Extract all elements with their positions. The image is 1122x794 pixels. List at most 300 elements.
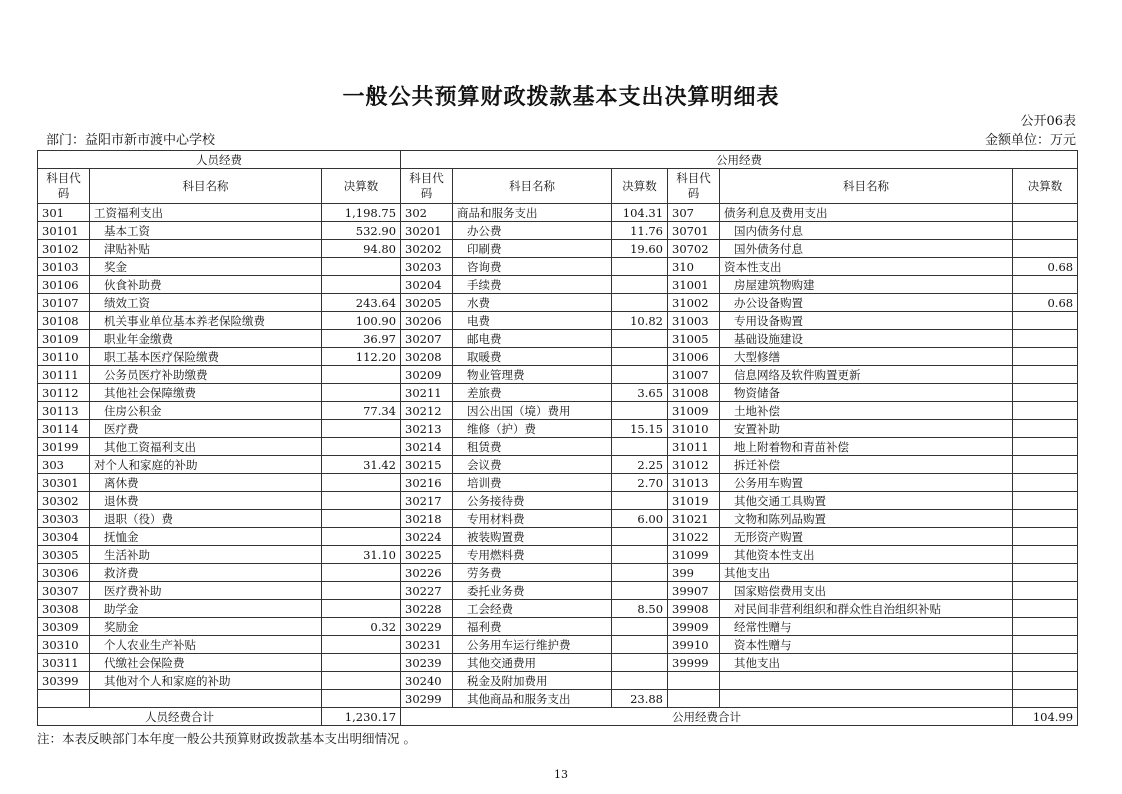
table-row [38,564,1078,582]
amount-cell [612,546,668,564]
personnel-total-label: 人员经费合计 [38,708,322,726]
personnel-total-value: 1,230.17 [322,708,401,726]
name-cell: 其他工资福利支出 [90,438,322,456]
name-cell: 国内债务付息 [720,222,1013,240]
name-cell: 津贴补贴 [90,240,322,258]
code-cell: 30211 [401,384,453,402]
code-cell: 30228 [401,600,453,618]
code-cell: 30112 [38,384,90,402]
group-personnel: 人员经费 [38,151,401,169]
group-public: 公用经费 [401,151,1078,169]
name-cell: 资本性赠与 [720,636,1013,654]
amount-cell: 112.20 [322,348,401,366]
amount-cell: 2.25 [612,456,668,474]
name-cell: 生活补助 [90,546,322,564]
name-cell: 地上附着物和青苗补偿 [720,438,1013,456]
name-cell: 手续费 [453,276,612,294]
table-row [38,222,1078,240]
name-cell: 退休费 [90,492,322,510]
amount-cell [1013,312,1078,330]
table-row [38,402,1078,420]
amount-cell [612,348,668,366]
amount-cell [322,654,401,672]
department-label: 部门：益阳市新市渡中心学校 [46,133,216,148]
code-cell: 39999 [668,654,720,672]
amount-cell [612,528,668,546]
code-cell: 30206 [401,312,453,330]
table-row [38,474,1078,492]
code-cell: 30701 [668,222,720,240]
name-cell: 商品和服务支出 [453,204,612,222]
col-name: 科目名称 [720,169,1013,204]
name-cell: 房屋建筑物购建 [720,276,1013,294]
amount-cell [612,294,668,312]
code-cell: 30201 [401,222,453,240]
amount-cell [1013,402,1078,420]
name-cell: 办公费 [453,222,612,240]
name-cell: 其他支出 [720,654,1013,672]
amount-cell: 104.31 [612,204,668,222]
name-cell: 安置补助 [720,420,1013,438]
code-cell: 31099 [668,546,720,564]
amount-cell [612,258,668,276]
name-cell: 维修（护）费 [453,420,612,438]
code-cell: 30231 [401,636,453,654]
code-cell: 30215 [401,456,453,474]
amount-cell [1013,690,1078,708]
amount-cell [322,438,401,456]
name-cell: 物资储备 [720,384,1013,402]
code-cell: 30114 [38,420,90,438]
code-cell: 30109 [38,330,90,348]
table-row [38,528,1078,546]
code-cell: 307 [668,204,720,222]
name-cell: 物业管理费 [453,366,612,384]
amount-cell [612,672,668,690]
code-cell: 30208 [401,348,453,366]
code-cell: 30212 [401,402,453,420]
amount-cell [612,492,668,510]
code-cell: 39910 [668,636,720,654]
name-cell: 信息网络及软件购置更新 [720,366,1013,384]
code-cell: 31021 [668,510,720,528]
name-cell: 医疗费补助 [90,582,322,600]
col-code: 科目代码 [38,169,90,204]
code-cell: 39909 [668,618,720,636]
amount-cell [1013,240,1078,258]
amount-cell: 1,198.75 [322,204,401,222]
amount-cell [1013,330,1078,348]
name-cell: 邮电费 [453,330,612,348]
code-cell: 31019 [668,492,720,510]
table-row [38,546,1078,564]
name-cell: 对民间非营利组织和群众性自治组织补贴 [720,600,1013,618]
name-cell: 其他支出 [720,564,1013,582]
name-cell: 公务员医疗补助缴费 [90,366,322,384]
name-cell: 被装购置费 [453,528,612,546]
code-cell: 399 [668,564,720,582]
amount-cell: 6.00 [612,510,668,528]
group-header-row [38,151,1078,169]
amount-cell [322,510,401,528]
amount-cell [1013,222,1078,240]
table-row [38,672,1078,690]
name-cell: 委托业务费 [453,582,612,600]
amount-cell [322,564,401,582]
code-cell: 31001 [668,276,720,294]
amount-cell: 10.82 [612,312,668,330]
name-cell: 税金及附加费用 [453,672,612,690]
amount-cell: 94.80 [322,240,401,258]
name-cell: 基础设施建设 [720,330,1013,348]
amount-cell [1013,384,1078,402]
amount-cell [612,330,668,348]
name-cell: 国外债务付息 [720,240,1013,258]
amount-cell: 31.42 [322,456,401,474]
table-row [38,240,1078,258]
col-amount: 决算数 [612,169,668,204]
table-row [38,636,1078,654]
code-cell: 31013 [668,474,720,492]
amount-cell [1013,654,1078,672]
name-cell: 大型修缮 [720,348,1013,366]
code-cell: 30239 [401,654,453,672]
table-row [38,384,1078,402]
code-cell: 30301 [38,474,90,492]
name-cell: 经常性赠与 [720,618,1013,636]
name-cell: 拆迁补偿 [720,456,1013,474]
amount-cell [612,438,668,456]
amount-cell: 11.76 [612,222,668,240]
name-cell: 机关事业单位基本养老保险缴费 [90,312,322,330]
page-title: 一般公共预算财政拨款基本支出决算明细表 [342,84,780,110]
amount-cell: 8.50 [612,600,668,618]
code-cell: 30217 [401,492,453,510]
name-cell: 职工基本医疗保险缴费 [90,348,322,366]
code-cell: 30310 [38,636,90,654]
name-cell: 基本工资 [90,222,322,240]
code-cell: 30111 [38,366,90,384]
name-cell: 其他对个人和家庭的补助 [90,672,322,690]
code-cell: 310 [668,258,720,276]
amount-cell [322,492,401,510]
code-cell [38,690,90,708]
table-row [38,492,1078,510]
name-cell: 取暖费 [453,348,612,366]
col-amount: 决算数 [1013,169,1078,204]
code-cell: 30227 [401,582,453,600]
code-cell: 31007 [668,366,720,384]
amount-cell [612,564,668,582]
name-cell: 职业年金缴费 [90,330,322,348]
amount-cell: 0.68 [1013,258,1078,276]
name-cell: 医疗费 [90,420,322,438]
name-cell [90,690,322,708]
amount-cell [322,420,401,438]
amount-cell [1013,618,1078,636]
form-number: 公开06表 [1020,114,1076,129]
public-total-value: 104.99 [1013,708,1078,726]
name-cell: 伙食补助费 [90,276,322,294]
name-cell: 咨询费 [453,258,612,276]
code-cell: 30106 [38,276,90,294]
amount-cell [1013,456,1078,474]
code-cell: 30399 [38,672,90,690]
public-total-label: 公用经费合计 [401,708,1013,726]
code-cell [668,690,720,708]
code-cell: 302 [401,204,453,222]
code-cell: 31008 [668,384,720,402]
code-cell: 30311 [38,654,90,672]
code-cell: 30101 [38,222,90,240]
name-cell: 电费 [453,312,612,330]
table-row [38,690,1078,708]
name-cell: 其他商品和服务支出 [453,690,612,708]
name-cell: 国家赔偿费用支出 [720,582,1013,600]
amount-cell: 31.10 [322,546,401,564]
name-cell: 土地补偿 [720,402,1013,420]
amount-cell [1013,474,1078,492]
amount-cell: 0.32 [322,618,401,636]
amount-cell [1013,204,1078,222]
amount-cell [612,654,668,672]
code-cell: 30209 [401,366,453,384]
name-cell: 工资福利支出 [90,204,322,222]
code-cell: 30308 [38,600,90,618]
name-cell: 对个人和家庭的补助 [90,456,322,474]
code-cell: 31002 [668,294,720,312]
code-cell: 30199 [38,438,90,456]
amount-cell [612,618,668,636]
name-cell [720,690,1013,708]
table-row [38,582,1078,600]
table-row [38,348,1078,366]
name-cell: 差旅费 [453,384,612,402]
name-cell: 救济费 [90,564,322,582]
amount-cell [1013,420,1078,438]
code-cell: 31005 [668,330,720,348]
code-cell: 31009 [668,402,720,420]
amount-cell: 0.68 [1013,294,1078,312]
name-cell: 印刷费 [453,240,612,258]
name-cell: 代缴社会保险费 [90,654,322,672]
code-cell: 30304 [38,528,90,546]
table-row [38,294,1078,312]
name-cell: 会议费 [453,456,612,474]
amount-cell [322,366,401,384]
name-cell: 租赁费 [453,438,612,456]
amount-cell [1013,366,1078,384]
code-cell: 30240 [401,672,453,690]
code-cell: 30702 [668,240,720,258]
amount-cell [1013,564,1078,582]
code-cell: 30218 [401,510,453,528]
amount-cell [1013,672,1078,690]
name-cell: 专用设备购置 [720,312,1013,330]
code-cell: 30110 [38,348,90,366]
amount-cell [612,366,668,384]
amount-cell [322,636,401,654]
name-cell: 福利费 [453,618,612,636]
code-cell: 301 [38,204,90,222]
amount-cell: 77.34 [322,402,401,420]
table-row [38,420,1078,438]
amount-cell [322,384,401,402]
amount-cell [612,276,668,294]
amount-cell [322,582,401,600]
amount-cell [1013,276,1078,294]
code-cell: 30216 [401,474,453,492]
code-cell: 30202 [401,240,453,258]
amount-cell [1013,348,1078,366]
code-cell: 30203 [401,258,453,276]
name-cell: 专用燃料费 [453,546,612,564]
code-cell: 31003 [668,312,720,330]
expenditure-table [37,150,1078,726]
name-cell: 专用材料费 [453,510,612,528]
amount-cell: 532.90 [322,222,401,240]
amount-cell [1013,582,1078,600]
name-cell: 文物和陈列品购置 [720,510,1013,528]
table-row [38,366,1078,384]
amount-cell [1013,528,1078,546]
code-cell: 31011 [668,438,720,456]
col-code: 科目代码 [668,169,720,204]
table-row [38,312,1078,330]
name-cell: 离休费 [90,474,322,492]
code-cell: 31022 [668,528,720,546]
unit-label: 金额单位：万元 [984,133,1076,148]
amount-cell [1013,600,1078,618]
code-cell: 31012 [668,456,720,474]
amount-cell: 2.70 [612,474,668,492]
table-note: 注：本表反映部门本年度一般公共预算财政拨款基本支出明细情况 。 [37,731,416,746]
amount-cell [322,276,401,294]
col-name: 科目名称 [453,169,612,204]
code-cell: 30303 [38,510,90,528]
amount-cell [322,690,401,708]
amount-cell: 3.65 [612,384,668,402]
name-cell: 公务接待费 [453,492,612,510]
name-cell: 个人农业生产补贴 [90,636,322,654]
name-cell: 绩效工资 [90,294,322,312]
amount-cell: 19.60 [612,240,668,258]
table-row [38,510,1078,528]
code-cell: 30229 [401,618,453,636]
code-cell: 30108 [38,312,90,330]
code-cell: 30107 [38,294,90,312]
col-name: 科目名称 [90,169,322,204]
code-cell: 39908 [668,600,720,618]
table-row [38,618,1078,636]
table-row [38,330,1078,348]
code-cell: 303 [38,456,90,474]
name-cell: 奖励金 [90,618,322,636]
amount-cell [1013,636,1078,654]
name-cell: 水费 [453,294,612,312]
amount-cell: 15.15 [612,420,668,438]
amount-cell [1013,510,1078,528]
name-cell: 工会经费 [453,600,612,618]
code-cell: 30205 [401,294,453,312]
code-cell: 31010 [668,420,720,438]
table-row [38,204,1078,222]
code-cell: 30103 [38,258,90,276]
code-cell: 30226 [401,564,453,582]
table-row [38,438,1078,456]
table-row [38,258,1078,276]
amount-cell: 243.64 [322,294,401,312]
code-cell: 30225 [401,546,453,564]
page-number: 13 [554,768,568,781]
column-header-row [38,169,1078,204]
name-cell: 无形资产购置 [720,528,1013,546]
code-cell: 30207 [401,330,453,348]
amount-cell [322,672,401,690]
code-cell [668,672,720,690]
amount-cell [1013,492,1078,510]
name-cell: 退职（役）费 [90,510,322,528]
col-code: 科目代码 [401,169,453,204]
name-cell: 培训费 [453,474,612,492]
code-cell: 30113 [38,402,90,420]
amount-cell [322,528,401,546]
code-cell: 30299 [401,690,453,708]
amount-cell: 23.88 [612,690,668,708]
col-amount: 决算数 [322,169,401,204]
name-cell: 助学金 [90,600,322,618]
amount-cell [612,402,668,420]
name-cell: 公务用车购置 [720,474,1013,492]
name-cell: 办公设备购置 [720,294,1013,312]
name-cell: 公务用车运行维护费 [453,636,612,654]
name-cell: 住房公积金 [90,402,322,420]
name-cell: 资本性支出 [720,258,1013,276]
amount-cell: 36.97 [322,330,401,348]
code-cell: 30102 [38,240,90,258]
code-cell: 31006 [668,348,720,366]
amount-cell: 100.90 [322,312,401,330]
code-cell: 30309 [38,618,90,636]
name-cell: 因公出国（境）费用 [453,402,612,420]
name-cell: 奖金 [90,258,322,276]
amount-cell [1013,438,1078,456]
code-cell: 30204 [401,276,453,294]
code-cell: 30306 [38,564,90,582]
table-row [38,456,1078,474]
amount-cell [322,600,401,618]
name-cell: 债务利息及费用支出 [720,204,1013,222]
code-cell: 30307 [38,582,90,600]
totals-row [38,708,1078,726]
table-row [38,276,1078,294]
name-cell: 其他资本性支出 [720,546,1013,564]
code-cell: 30213 [401,420,453,438]
table-row [38,654,1078,672]
name-cell: 其他交通费用 [453,654,612,672]
name-cell: 抚恤金 [90,528,322,546]
code-cell: 30305 [38,546,90,564]
code-cell: 30302 [38,492,90,510]
amount-cell [612,582,668,600]
name-cell: 其他交通工具购置 [720,492,1013,510]
code-cell: 30214 [401,438,453,456]
amount-cell [322,258,401,276]
amount-cell [322,474,401,492]
table-row [38,600,1078,618]
code-cell: 30224 [401,528,453,546]
amount-cell [612,636,668,654]
